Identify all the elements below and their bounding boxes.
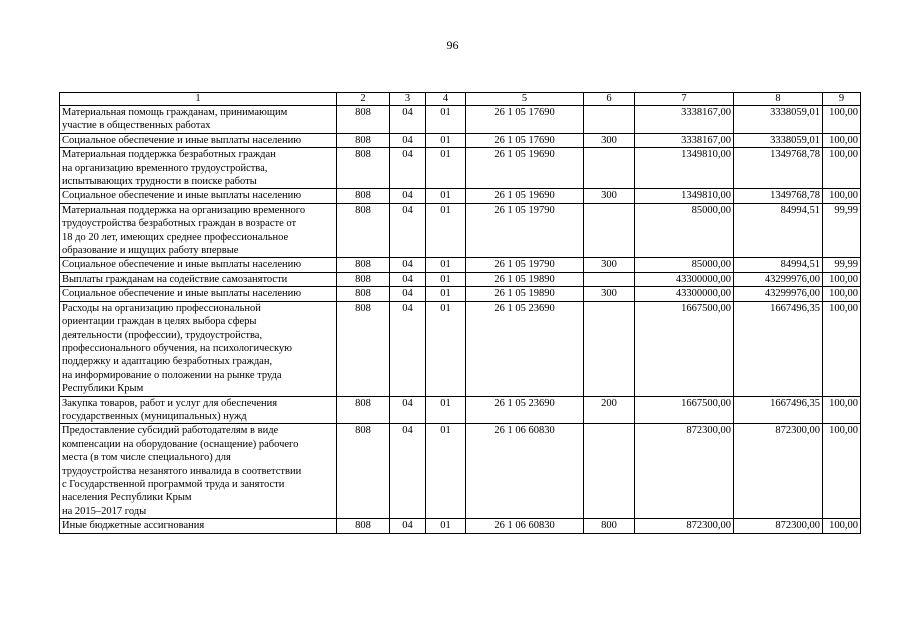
column-header: 2	[337, 93, 390, 106]
cell-section: 04	[390, 424, 426, 519]
cell-ministry: 808	[337, 424, 390, 519]
cell-percent: 100,00	[823, 106, 861, 134]
cell-percent: 100,00	[823, 189, 861, 203]
cell-executed: 1667496,35	[734, 301, 823, 396]
cell-planned: 1667500,00	[635, 301, 734, 396]
cell-expense-type: 200	[584, 396, 635, 424]
cell-executed: 1667496,35	[734, 396, 823, 424]
cell-ministry: 808	[337, 133, 390, 147]
column-header: 8	[734, 93, 823, 106]
cell-executed: 3338059,01	[734, 133, 823, 147]
table-header-row	[60, 93, 861, 106]
cell-planned: 85000,00	[635, 258, 734, 272]
cell-ministry: 808	[337, 148, 390, 189]
row-name-text: Социальное обеспечение и иные выплаты населению	[62, 134, 302, 146]
table-row	[60, 519, 861, 533]
cell-section: 04	[390, 519, 426, 533]
cell-expense-type	[584, 272, 635, 286]
column-header: 3	[390, 93, 426, 106]
row-name	[60, 258, 337, 272]
budget-table	[59, 92, 861, 534]
cell-section: 04	[390, 258, 426, 272]
cell-percent: 100,00	[823, 519, 861, 533]
cell-target-article: 26 1 05 19790	[466, 258, 584, 272]
cell-planned: 85000,00	[635, 203, 734, 258]
cell-target-article: 26 1 05 17690	[466, 133, 584, 147]
row-name	[60, 519, 337, 533]
cell-section: 04	[390, 272, 426, 286]
cell-ministry: 808	[337, 272, 390, 286]
table-row	[60, 301, 861, 396]
cell-expense-type: 300	[584, 258, 635, 272]
cell-executed: 43299976,00	[734, 272, 823, 286]
cell-planned: 43300000,00	[635, 287, 734, 301]
cell-subsection: 01	[426, 203, 466, 258]
cell-target-article: 26 1 05 19790	[466, 203, 584, 258]
cell-ministry: 808	[337, 106, 390, 134]
cell-ministry: 808	[337, 258, 390, 272]
cell-executed: 1349768,78	[734, 148, 823, 189]
row-name	[60, 424, 337, 519]
row-name	[60, 272, 337, 286]
row-name-text: Материальная помощь гражданам, принимающим участие в общественных работах	[62, 107, 288, 132]
cell-expense-type: 300	[584, 189, 635, 203]
cell-expense-type	[584, 424, 635, 519]
page-number: 96	[446, 38, 459, 52]
cell-expense-type: 300	[584, 133, 635, 147]
cell-executed: 1349768,78	[734, 189, 823, 203]
row-name-text: Закупка товаров, работ и услуг для обеспечения государственных (муниципальных) нужд	[62, 397, 278, 422]
cell-subsection: 01	[426, 287, 466, 301]
cell-expense-type	[584, 203, 635, 258]
cell-percent: 100,00	[823, 272, 861, 286]
cell-expense-type: 300	[584, 287, 635, 301]
cell-ministry: 808	[337, 203, 390, 258]
cell-expense-type	[584, 301, 635, 396]
table-row	[60, 272, 861, 286]
row-name-text: Социальное обеспечение и иные выплаты населению	[62, 259, 302, 271]
table-row	[60, 189, 861, 203]
cell-target-article: 26 1 05 19690	[466, 148, 584, 189]
cell-executed: 872300,00	[734, 424, 823, 519]
row-name-text: Иные бюджетные ассигнования	[62, 520, 205, 532]
row-name-text: Материальная поддержка безработных граждан на организацию временного трудоустройства, испытывающих трудности в поиске работы	[62, 149, 276, 188]
cell-section: 04	[390, 106, 426, 134]
cell-planned: 43300000,00	[635, 272, 734, 286]
cell-section: 04	[390, 396, 426, 424]
row-name	[60, 301, 337, 396]
cell-percent: 100,00	[823, 133, 861, 147]
cell-executed: 84994,51	[734, 203, 823, 258]
cell-planned: 1349810,00	[635, 148, 734, 189]
column-header: 7	[635, 93, 734, 106]
cell-section: 04	[390, 301, 426, 396]
cell-subsection: 01	[426, 106, 466, 134]
table-row	[60, 106, 861, 134]
cell-percent: 100,00	[823, 287, 861, 301]
cell-target-article: 26 1 05 19890	[466, 272, 584, 286]
cell-ministry: 808	[337, 301, 390, 396]
row-name-text: Материальная поддержка на организацию временного трудоустройства безработных граждан в возрасте от 18 до 20 лет, имеющих среднее профессиональное образование и ищущих работу впервые	[62, 204, 306, 257]
cell-subsection: 01	[426, 258, 466, 272]
cell-expense-type: 800	[584, 519, 635, 533]
cell-ministry: 808	[337, 519, 390, 533]
cell-executed: 43299976,00	[734, 287, 823, 301]
table-row	[60, 287, 861, 301]
table-row	[60, 203, 861, 258]
cell-planned: 872300,00	[635, 519, 734, 533]
cell-target-article: 26 1 05 19690	[466, 189, 584, 203]
cell-percent: 100,00	[823, 301, 861, 396]
row-name	[60, 396, 337, 424]
cell-target-article: 26 1 05 23690	[466, 396, 584, 424]
cell-planned: 3338167,00	[635, 133, 734, 147]
cell-percent: 100,00	[823, 396, 861, 424]
cell-expense-type	[584, 148, 635, 189]
row-name	[60, 148, 337, 189]
cell-subsection: 01	[426, 396, 466, 424]
cell-target-article: 26 1 06 60830	[466, 519, 584, 533]
cell-target-article: 26 1 05 19890	[466, 287, 584, 301]
cell-section: 04	[390, 203, 426, 258]
cell-expense-type	[584, 106, 635, 134]
row-name-text: Социальное обеспечение и иные выплаты населению	[62, 190, 302, 202]
row-name	[60, 189, 337, 203]
table-row	[60, 148, 861, 189]
cell-subsection: 01	[426, 272, 466, 286]
cell-target-article: 26 1 06 60830	[466, 424, 584, 519]
cell-section: 04	[390, 148, 426, 189]
cell-subsection: 01	[426, 519, 466, 533]
cell-ministry: 808	[337, 287, 390, 301]
cell-percent: 99,99	[823, 203, 861, 258]
column-header: 4	[426, 93, 466, 106]
row-name	[60, 106, 337, 134]
table-row	[60, 133, 861, 147]
cell-ministry: 808	[337, 396, 390, 424]
cell-executed: 3338059,01	[734, 106, 823, 134]
column-header: 1	[60, 93, 337, 106]
table-row	[60, 258, 861, 272]
cell-section: 04	[390, 133, 426, 147]
column-header: 6	[584, 93, 635, 106]
table-row	[60, 424, 861, 519]
cell-planned: 1349810,00	[635, 189, 734, 203]
cell-planned: 3338167,00	[635, 106, 734, 134]
cell-percent: 100,00	[823, 424, 861, 519]
cell-planned: 872300,00	[635, 424, 734, 519]
table-row	[60, 396, 861, 424]
row-name	[60, 203, 337, 258]
cell-section: 04	[390, 189, 426, 203]
cell-subsection: 01	[426, 148, 466, 189]
row-name-text: Расходы на организацию профессиональной ориентации граждан в целях выбора сферы деятельности (профессии), трудоустройства, профессионального обучения, на психологическую поддержку и адаптацию безработных граждан, на информирование о положении на рынке труда Республики Крым	[62, 302, 293, 395]
row-name-text: Социальное обеспечение и иные выплаты населению	[62, 288, 302, 300]
cell-executed: 872300,00	[734, 519, 823, 533]
cell-percent: 99,99	[823, 258, 861, 272]
cell-planned: 1667500,00	[635, 396, 734, 424]
cell-ministry: 808	[337, 189, 390, 203]
row-name-text: Выплаты гражданам на содействие самозанятости	[62, 273, 288, 285]
cell-section: 04	[390, 287, 426, 301]
column-header: 9	[823, 93, 861, 106]
cell-subsection: 01	[426, 424, 466, 519]
cell-target-article: 26 1 05 17690	[466, 106, 584, 134]
row-name	[60, 287, 337, 301]
cell-subsection: 01	[426, 301, 466, 396]
cell-subsection: 01	[426, 133, 466, 147]
cell-subsection: 01	[426, 189, 466, 203]
row-name	[60, 133, 337, 147]
cell-executed: 84994,51	[734, 258, 823, 272]
cell-percent: 100,00	[823, 148, 861, 189]
row-name-text: Предоставление субсидий работодателям в виде компенсации на оборудование (оснащение) рабочего места (в том числе специального) для трудоустройства незанятого инвалида в соответствии с Государственной программой труда и занятости населения Республики Крым на 2015–2017 годы	[62, 425, 302, 517]
column-header: 5	[466, 93, 584, 106]
cell-target-article: 26 1 05 23690	[466, 301, 584, 396]
